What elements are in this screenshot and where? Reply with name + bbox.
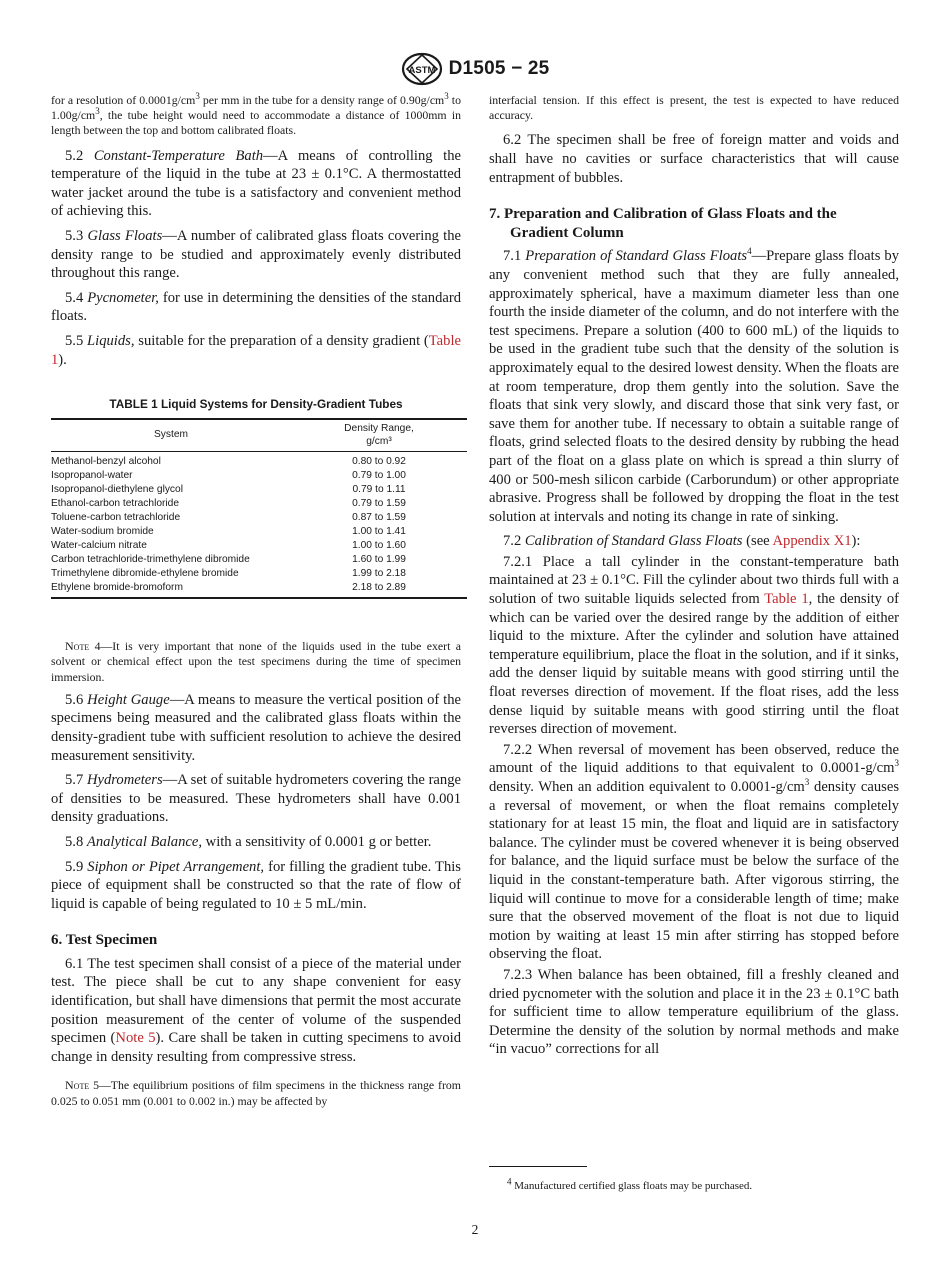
- note-5-continued: interfacial tension. If this effect is present, the test is expected to have reduced accuracy.: [489, 93, 899, 123]
- table-row: [51, 525, 467, 539]
- table-row: [51, 553, 467, 567]
- note-5-link[interactable]: Note 5: [115, 1030, 156, 1047]
- cell-density-range: 1.99 to 2.18: [352, 568, 406, 580]
- cell-density-range: 1.60 to 1.99: [352, 554, 406, 566]
- col-header-density-range: Density Range, g/cm³: [344, 423, 414, 447]
- col-header-system: System: [154, 429, 188, 441]
- svg-text:ASTM: ASTM: [408, 65, 436, 76]
- footnote-rule: [489, 1166, 587, 1167]
- cell-density-range: 0.79 to 1.59: [352, 498, 406, 510]
- intro-paragraph: for a resolution of $0.0001g/cm^3$ per mm in the tube for a density range of $0.90g/cm^3$ to $1.00g/cm^3$, the tube height would need to accommodate a distance of 1000mm in length between the top and bottom calibrated floats.: [51, 91, 461, 138]
- section-6-title: 6. Test Specimen: [51, 932, 158, 949]
- cell-density-range: 0.87 to 1.59: [352, 512, 406, 524]
- table-caption: TABLE 1 Liquid Systems for Density-Gradient Tubes: [109, 397, 403, 412]
- cell-density-range: 1.00 to 1.41: [352, 526, 406, 538]
- right-column: [489, 93, 899, 1065]
- section-7-1: 7.1 Preparation of Standard Glass Floats$^4$—Prepare glass floats by any convenient method such that they are fully annealed, approximately spherical, have a maximum diameter less than one fourth the inside diameter of the column, and do not interfere with the test specimens. Prepare a solution (400 to 600 mL) of the liquids to be used in the gradient tube such that the density of the solution is approximately equal to the desired lowest density. When the floats are at room temperature, drop them gently into the solution. Save the floats that sink very slowly, and discard those that sink very fast, or save them for another tube. If necessary to obtain a suitable range of floats, grind selected floats to the desired density by rubbing the head part of the float on a glass plate on which is spread a thin slurry of 400 or 500-mesh silicon carbide (Carborundum) or other appropriate abrasive. Progress shall be followed by dropping the float in the test solution at intervals and noting its change in rate of sinking.: [489, 246, 899, 525]
- table-row: [51, 567, 467, 581]
- table-row: [51, 539, 467, 553]
- table-row: [51, 497, 467, 511]
- page-number: 2: [471, 1222, 479, 1237]
- table-row: [51, 469, 467, 483]
- section-5-5: 5.5 Liquids, suitable for the preparation of a density gradient (Table 1).: [51, 332, 461, 368]
- section-5-2: 5.2 Constant-Temperature Bath—A means of controlling the temperature of the liquid in the tube at 23 ± 0.1°C. A thermostatted water jacket around the tube is a satisfactory and convenient method of achieving this.: [51, 147, 461, 220]
- cell-system: Isopropanol-diethylene glycol: [51, 484, 183, 496]
- cell-system: Isopropanol-water: [51, 470, 133, 482]
- section-5-7: 5.7 Hydrometers—A set of suitable hydrometers covering the range of densities to be measured. These hydrometers shall have 0.001 density graduations.: [51, 772, 461, 826]
- page-header: [0, 52, 950, 91]
- cell-system: Water-calcium nitrate: [51, 540, 147, 552]
- table-body: [51, 452, 467, 599]
- section-6-1: 6.1 The test specimen shall consist of a piece of the material under test. The piece shall be cut to any shape convenient for easy identification, but shall have dimensions that permit the most accurate position measurement of the center of volume of the suspended specimen (Note 5). Care shall be taken in cutting specimens to avoid change in density resulting from compressive stress.: [51, 955, 461, 1065]
- left-column: [51, 93, 461, 1115]
- astm-logo-icon: [401, 52, 443, 86]
- note-4: Note 4—It is very important that none of the liquids used in the tube exert a solvent or chemical effect upon the test specimens during the time of specimen immersion.: [51, 639, 461, 684]
- document-id: D1505 − 25: [448, 58, 550, 79]
- cell-density-range: 2.18 to 2.89: [352, 582, 406, 594]
- cell-density-range: 1.00 to 1.60: [352, 540, 406, 552]
- section-7-2: 7.2 Calibration of Standard Glass Floats (see Appendix X1):: [503, 533, 861, 550]
- section-7-2-1: 7.2.1 Place a tall cylinder in the constant-temperature bath maintained at 23 ± 0.1°C. Fill the cylinder about two thirds full with a solution of two suitable liquids selected from Table 1, the density of which can be varied over the desired range by the addition of either liquid to the mixture. After the cylinder and solution have attained temperature equilibrium, place the float in the solution, and if it sinks, add the denser liquid by suitable means with good stirring until the float reverses direction of movement. If the float rises, add the less dense liquid by suitable means with good stirring until the float reverses direction of movement.: [489, 553, 899, 738]
- table-row: [51, 511, 467, 525]
- table-row: [51, 581, 467, 598]
- section-5-8: 5.8 Analytical Balance, with a sensitivity of 0.0001 g or better.: [65, 833, 432, 850]
- cell-system: Carbon tetrachloride-trimethylene dibromide: [51, 554, 250, 566]
- cell-density-range: 0.79 to 1.00: [352, 470, 406, 482]
- cell-system: Methanol-benzyl alcohol: [51, 456, 161, 468]
- section-7-2-2: 7.2.2 When reversal of movement has been observed, reduce the amount of the liquid additions to that equivalent to $0.0001-g/cm^3$ density. When an addition equivalent to $0.0001-g/cm^3$ density causes a reversal of movement, or when the float remains completely stationary for at least 15 min, the float and liquid are in satisfactory balance. The cylinder must be covered whenever it is being observed for balance, and the liquid surface must be below the surface of the liquid in the constant-temperature bath. After vigorous stirring, the liquid will continue to move for a considerable length of time; make sure that the observed movement of the float is not due to liquid motion by waiting at least 15 min after stirring has stopped before observing the float.: [489, 741, 899, 963]
- section-5-4: 5.4 Pycnometer, for use in determining the densities of the standard floats.: [51, 289, 461, 325]
- table-1: [51, 397, 461, 599]
- section-5-9: 5.9 Siphon or Pipet Arrangement, for filling the gradient tube. This piece of equipment shall be constructed so that the rate of flow of liquid is capable of being regulated to 10 ± 5 mL/min.: [51, 858, 461, 912]
- cell-density-range: 0.79 to 1.11: [352, 484, 406, 496]
- table-row: [51, 452, 467, 470]
- section-6-2: 6.2 The specimen shall be free of foreign matter and voids and shall have no cavities or surface characteristics that will cause entrapment of bubbles.: [489, 132, 899, 186]
- note-5: Note 5—The equilibrium positions of film specimens in the thickness range from 0.025 to 0.051 mm (0.001 to 0.002 in.) may be affected by: [51, 1078, 461, 1108]
- table-1-link-2[interactable]: Table 1: [764, 591, 809, 608]
- table-1-link[interactable]: Table 1: [51, 332, 461, 368]
- section-5-6: 5.6 Height Gauge—A means to measure the vertical position of the specimens being measured and the calibrated glass floats within the density-gradient tube with sufficient resolution to achieve the desired measurement sensitivity.: [51, 691, 462, 764]
- section-7-2-3: 7.2.3 When balance has been obtained, fill a freshly cleaned and dried pycnometer with the solution and place it in the 23 ± 0.1°C bath for sufficient time to allow temperature equilibrium of the glass. Determine the density of the solution by normal methods and make “in vacuo” corrections for all: [489, 966, 899, 1058]
- cell-density-range: 0.80 to 0.92: [352, 456, 406, 468]
- cell-system: Toluene-carbon tetrachloride: [51, 512, 181, 524]
- cell-system: Trimethylene dibromide-ethylene bromide: [51, 568, 239, 580]
- appendix-x1-link[interactable]: Appendix X1: [772, 533, 852, 550]
- footnote-4: $^4$ Manufactured certified glass floats may be purchased.: [507, 1176, 753, 1192]
- cell-system: Water-sodium bromide: [51, 526, 154, 538]
- cell-system: Ethylene bromide-bromoform: [51, 582, 183, 594]
- section-7-title: 7. Preparation and Calibration of Glass Floats and the Gradient Column: [489, 206, 837, 241]
- table-row: [51, 483, 467, 497]
- cell-system: Ethanol-carbon tetrachloride: [51, 498, 179, 510]
- liquid-systems-table: [51, 418, 467, 599]
- section-5-3: 5.3 Glass Floats—A number of calibrated glass floats covering the density range to be studied and approximately evenly distributed throughout this range.: [51, 227, 461, 282]
- table-header-row: [51, 419, 467, 452]
